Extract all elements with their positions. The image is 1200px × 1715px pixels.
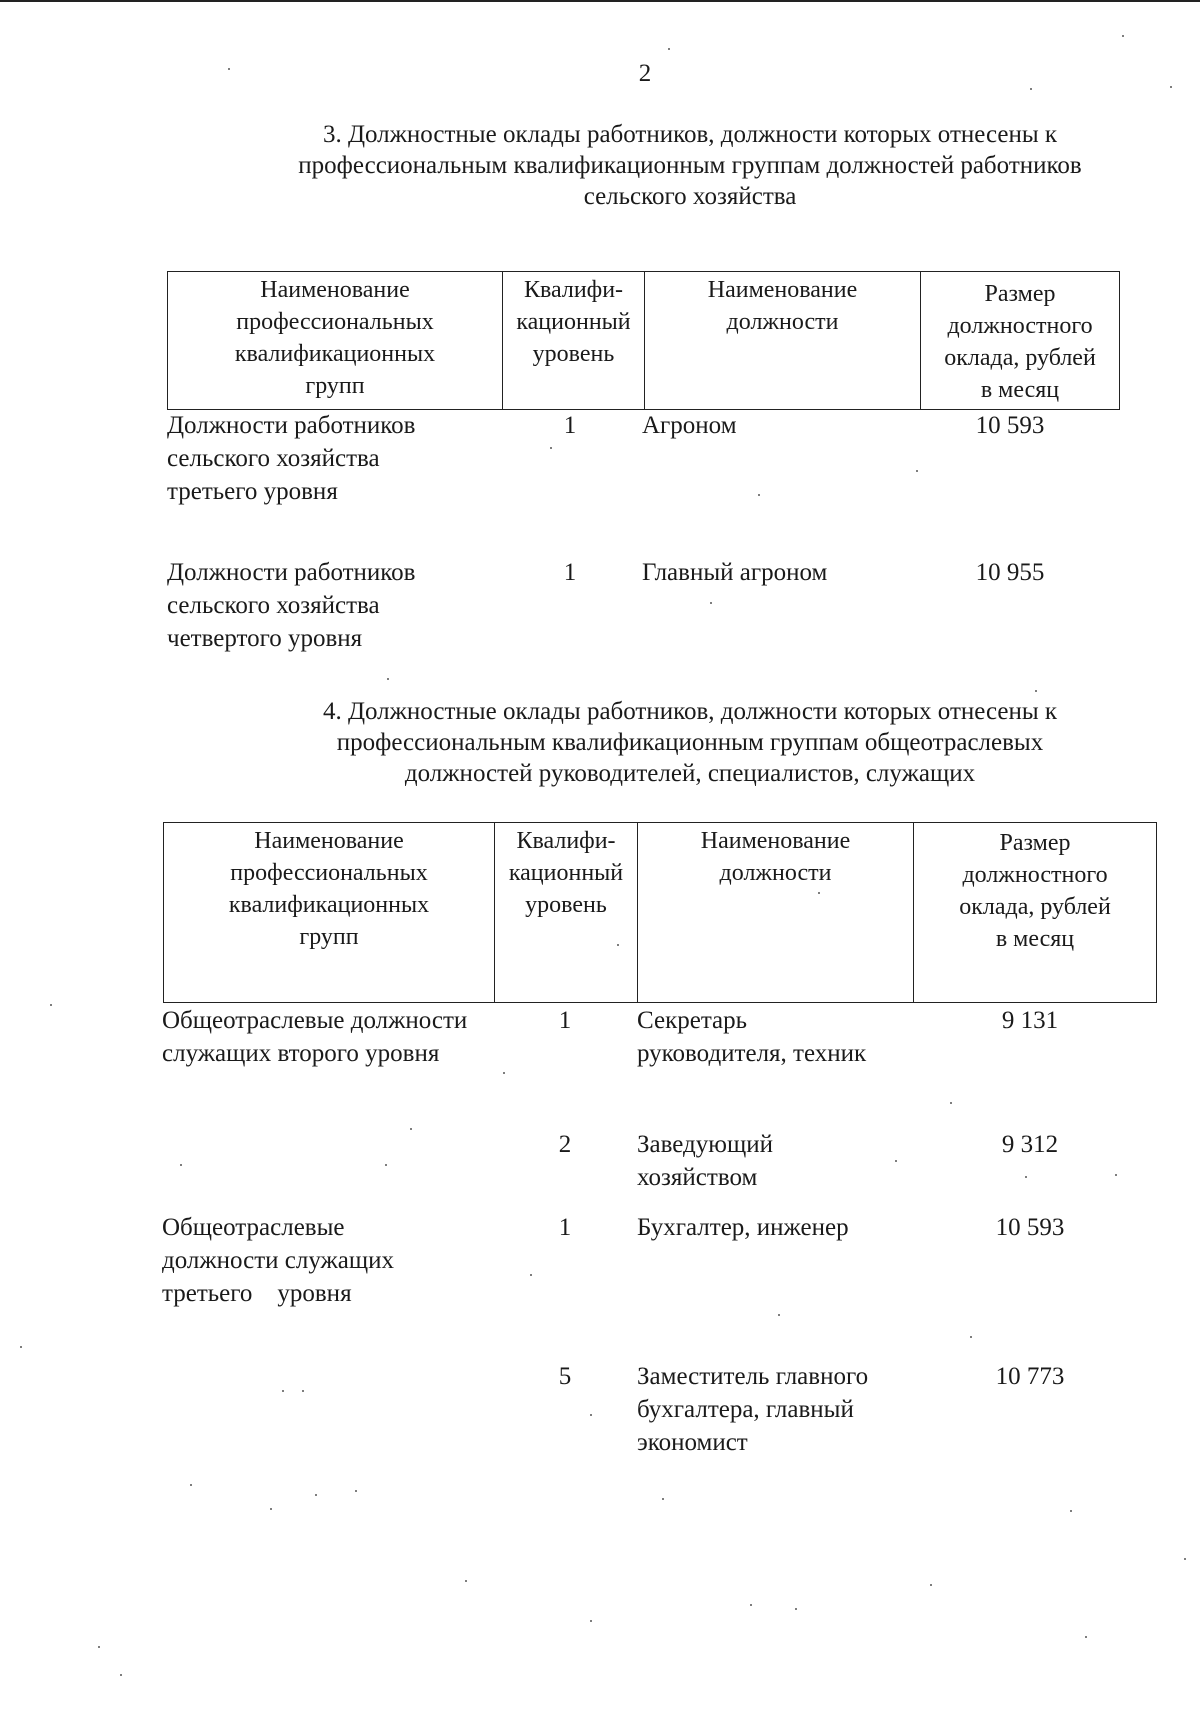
header-line: Наименование <box>260 277 410 303</box>
header-line: должностного <box>962 862 1108 888</box>
section-4-table-header <box>163 822 1157 1003</box>
row-position <box>642 409 737 442</box>
section-3-title <box>250 119 1130 212</box>
header-line: уровень <box>532 341 615 367</box>
header-line: Наименование <box>700 828 851 854</box>
row-level: 1 <box>563 559 577 586</box>
text-line: Заведующий <box>637 1131 773 1158</box>
text-line: бухгалтера, главный <box>637 1396 854 1423</box>
row-level: 1 <box>563 412 577 439</box>
header-line: в месяц <box>995 926 1075 952</box>
text-line: Заместитель главного <box>637 1363 869 1390</box>
header-line: Размер <box>984 281 1056 307</box>
header-line: групп <box>299 924 359 950</box>
header-line: профессиональных <box>236 309 434 335</box>
row-salary: 10 593 <box>995 1214 1065 1241</box>
row-position <box>637 1360 868 1459</box>
text-line: третьего уровня <box>167 478 338 505</box>
text-line: служащих второго уровня <box>162 1040 440 1067</box>
header-line: профессиональных <box>230 860 428 886</box>
header-line: оклада, рублей <box>944 345 1096 371</box>
section-4-title-line: должностей руководителей, специалистов, служащих <box>404 760 976 787</box>
row-group-name <box>167 409 415 508</box>
header-salary <box>921 272 1119 409</box>
row-position <box>637 1004 866 1070</box>
row-salary: 10 955 <box>975 559 1045 586</box>
section-4-title-line: 4. Должностные оклады работников, должности которых отнесены к <box>322 698 1058 725</box>
header-line: в месяц <box>980 377 1060 403</box>
row-position <box>637 1211 849 1244</box>
row-group-name <box>162 1211 394 1310</box>
top-border-line <box>0 0 1200 2</box>
header-line: кационный <box>508 860 624 886</box>
header-position-name <box>638 823 914 1002</box>
header-line: квалификационных <box>234 341 436 367</box>
row-group-name <box>167 556 415 655</box>
header-line: Размер <box>999 830 1071 856</box>
row-salary: 9 131 <box>1001 1007 1059 1034</box>
header-group-name <box>164 823 495 1002</box>
section-3-title-line: 3. Должностные оклады работников, должности которых отнесены к <box>322 121 1058 148</box>
row-level: 2 <box>558 1131 572 1158</box>
section-4-title-line: профессиональным квалификационным группам общеотраслевых <box>336 729 1044 756</box>
header-line: должности <box>726 309 839 335</box>
text-line: Должности работников <box>167 559 416 586</box>
text-line: Агроном <box>642 412 737 439</box>
row-position <box>642 556 827 589</box>
row-group-name <box>162 1004 467 1070</box>
text-line: Главный агроном <box>642 559 828 586</box>
header-line: квалификационных <box>228 892 430 918</box>
header-line: должности <box>719 860 832 886</box>
text-line: Бухгалтер, инженер <box>637 1214 849 1241</box>
header-position-name <box>645 272 921 409</box>
text-line: руководителя, техник <box>637 1040 867 1067</box>
text-line: третьего уровня <box>162 1280 352 1307</box>
section-4-title <box>250 696 1130 789</box>
header-line: Наименование <box>254 828 404 854</box>
text-line: сельского хозяйства <box>167 592 380 619</box>
section-3-title-line: сельского хозяйства <box>583 183 797 210</box>
text-line: Общеотраслевые должности <box>162 1007 468 1034</box>
header-line: кационный <box>516 309 631 335</box>
section-3-title-line: профессиональным квалификационным группам должностей работников <box>298 152 1082 179</box>
page-number: 2 <box>638 60 652 87</box>
text-line: экономист <box>637 1429 748 1456</box>
header-group-name <box>168 272 503 409</box>
text-line: Общеотраслевые <box>162 1214 345 1241</box>
row-level: 1 <box>558 1007 572 1034</box>
header-line: Наименование <box>707 277 858 303</box>
text-line: Должности работников <box>167 412 416 439</box>
header-line: Квалифи- <box>516 828 616 854</box>
header-line: оклада, рублей <box>959 894 1111 920</box>
text-line: сельского хозяйства <box>167 445 380 472</box>
header-qualification-level <box>495 823 638 1002</box>
row-level: 1 <box>558 1214 572 1241</box>
row-position <box>637 1128 773 1194</box>
header-line: должностного <box>947 313 1093 339</box>
header-line: уровень <box>525 892 607 918</box>
header-qualification-level <box>503 272 645 409</box>
text-line: четвертого уровня <box>167 625 363 652</box>
header-line: групп <box>305 373 365 399</box>
text-line: Секретарь <box>637 1007 748 1034</box>
section-3-table-header <box>167 271 1120 410</box>
row-salary: 10 773 <box>995 1363 1065 1390</box>
text-line: хозяйством <box>637 1164 758 1191</box>
row-salary: 9 312 <box>1001 1131 1059 1158</box>
header-line: Квалифи- <box>523 277 624 303</box>
row-salary: 10 593 <box>975 412 1045 439</box>
row-level: 5 <box>558 1363 572 1390</box>
header-salary <box>914 823 1156 1002</box>
text-line: должности служащих <box>162 1247 395 1274</box>
